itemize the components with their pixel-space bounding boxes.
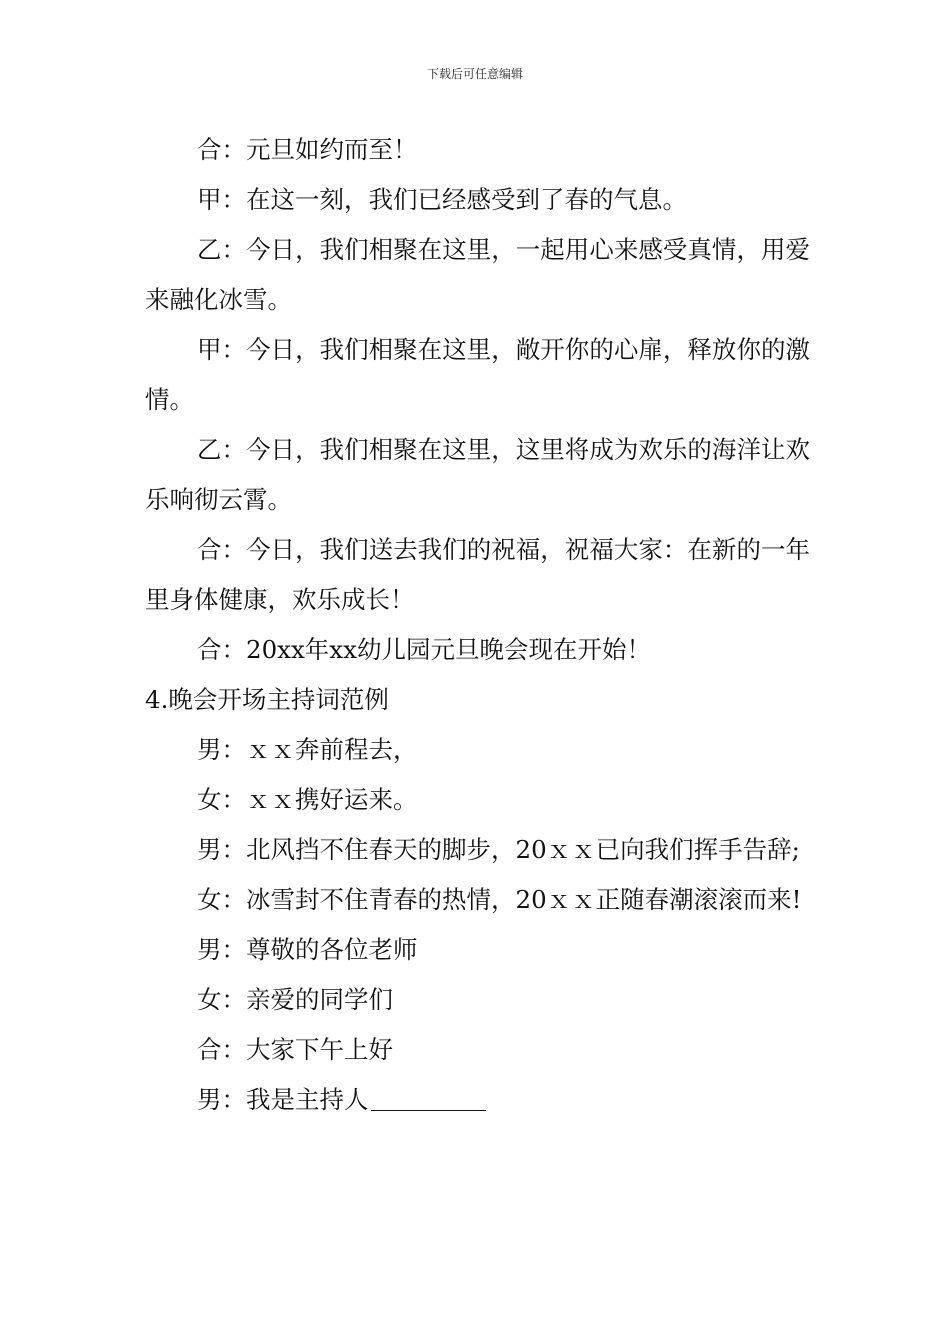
paragraph: 女：ｘｘ携好运来。 bbox=[197, 785, 418, 814]
paragraph: 乙：今日，我们相聚在这里，一起用心来感受真情，用爱来融化冰雪。 bbox=[145, 235, 810, 314]
paragraph: 合：大家下午上好 bbox=[197, 1035, 393, 1064]
paragraph: 男：北风挡不住春天的脚步，20ｘｘ已向我们挥手告辞; bbox=[197, 835, 800, 864]
page-header: 下载后可任意编辑 bbox=[426, 67, 523, 81]
section-heading: 4.晚会开场主持词范例 bbox=[145, 685, 389, 714]
paragraph: 男：尊敬的各位老师 bbox=[197, 935, 418, 964]
paragraph: 合：元旦如约而至！ bbox=[197, 135, 418, 164]
paragraph: 合：20xx年xx幼儿园元旦晚会现在开始！ bbox=[197, 635, 651, 664]
host-line-text: 男：我是主持人 bbox=[197, 1085, 369, 1114]
paragraph: 女：冰雪封不住青春的热情，20ｘｘ正随春潮滚滚而来! bbox=[197, 885, 802, 914]
paragraph: 乙：今日，我们相聚在这里，这里将成为欢乐的海洋让欢乐响彻云霄。 bbox=[145, 435, 810, 514]
paragraph: 甲：在这一刻，我们已经感受到了春的气息。 bbox=[197, 185, 687, 214]
paragraph: 合：今日，我们送去我们的祝福，祝福大家：在新的一年里身体健康，欢乐成长！ bbox=[145, 535, 810, 614]
paragraph: 甲：今日，我们相聚在这里，敞开你的心扉，释放你的激情。 bbox=[145, 335, 810, 414]
document-body bbox=[145, 125, 810, 1125]
paragraph-host-name bbox=[145, 1075, 810, 1125]
fill-in-blank bbox=[371, 1085, 486, 1111]
paragraph: 男：ｘｘ奔前程去， bbox=[197, 735, 418, 764]
paragraph: 女：亲爱的同学们 bbox=[197, 985, 393, 1014]
